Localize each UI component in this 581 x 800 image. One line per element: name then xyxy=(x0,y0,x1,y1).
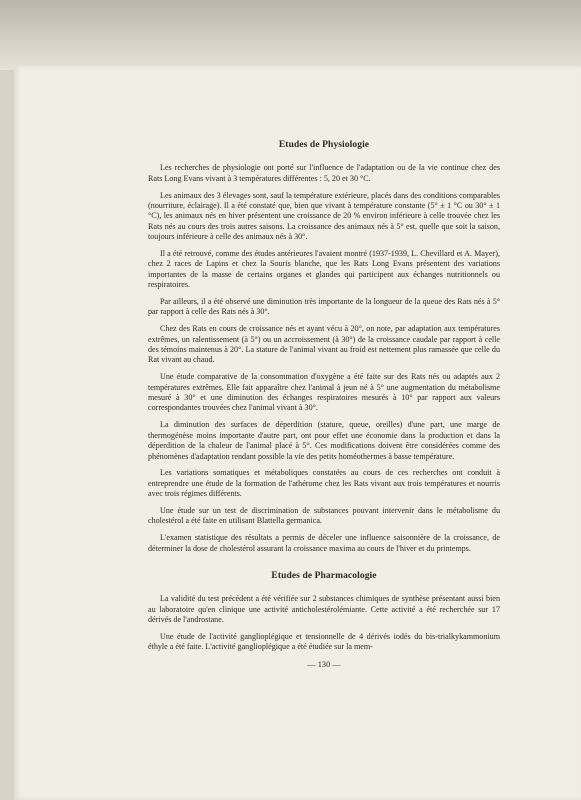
paragraph: Une étude comparative de la consommation d'oxygène a été faite sur des Rats nés ou adaptés aux 2 températures extrêmes. Elle fait apparaître chez l'animal à jeun né à 5° une augmentation du métabolisme mesuré à 30° et une diminution des échanges respiratoires mesurés à 10° par rapport aux valeurs correspondantes trouvées chez l'animal vivant à 30°. xyxy=(148,372,500,413)
paragraph: Une étude sur un test de discrimination de substances pouvant intervenir dans le métabolisme du cholestérol a été faite en utilisant Blattella germanica. xyxy=(148,505,500,526)
section-title-pharmacologie: Etudes de Pharmacologie xyxy=(271,570,377,581)
paragraph: Chez des Rats en cours de croissance nés et ayant vécu à 20°, on note, par adaptation aux températures extrêmes, un ralentissement (à 5°) ou un accroissement (à 30°) de la croissance caudale par rapport à celle des témoins maintenus à 20°. La stature de l'animal vivant au froid est nettement plus ramassée que celle du Rat vivant au chaud. xyxy=(148,324,500,365)
page-content xyxy=(148,140,500,659)
paragraph: Il a été retrouvé, comme des études antérieures l'avaient montré (1937-1939, L. Chevillard et A. Mayer), chez 2 races de Lapins et chez la Souris blanche, que les Rats Long Evans présentent des variations importantes de la masse de certains organes et glandes qui participent aux échanges nutritionnels ou respiratoires. xyxy=(148,249,500,290)
paragraph: Une étude de l'activité ganglioplégique et tensionnelle de 4 dérivés iodés du bis-trialkykammonium éthyle a été faite. L'activité ganglioplégique a été étudiée sur la mem- xyxy=(148,631,500,652)
paragraph: La diminution des surfaces de déperdition (stature, queue, oreilles) d'une part, une marge de thermogénèse moins importante d'autre part, ont pour effet une économie dans la production et dans la déperdition de la chaleur de l'animal placé à 5°. Ces modifications doivent être considérées comme des phénomènes d'adaptation rendant possible la vie des petits homéothermes à basse température. xyxy=(148,420,500,461)
section-title-physiologie: Etudes de Physiologie xyxy=(278,140,370,150)
paragraph: Les animaux des 3 élevages sont, sauf la température extérieure, placés dans des conditions comparables (nourriture, éclairage). Il a été constaté que, bien que vivant à température constante (5° ± 1 °C ou 30° ± 1 °C), les animaux nés en hiver présentent une croissance de 20 % environ inférieure à celle trouvée chez les Rats nés au cours des trois autres saisons. La croissance des animaux nés à 5° est, quelle que soit la saison, toujours inférieure à celle des animaux nés à 30°. xyxy=(148,190,500,242)
page-number: — 130 — xyxy=(307,660,341,669)
paragraph: Les variations somatiques et métaboliques constatées au cours de ces recherches ont conduit à entreprendre une étude de la formation de l'athérome chez les Rats vivant aux trois températures et nourris avec trois régimes différents. xyxy=(148,468,500,499)
paragraph: L'examen statistique des résultats a permis de déceler une influence saisonnière de la croissance, de déterminer la dose de cholestérol assurant la croissance maxima au cours de l'hiver et du printemps. xyxy=(148,533,500,553)
paragraph: Les recherches de physiologie ont porté sur l'influence de l'adaptation ou de la vie continue chez des Rats Long Evans vivant à 3 températures différentes : 5, 20 et 30 °C. xyxy=(148,163,500,183)
paragraph: La validité du test précédent a été vérifiée sur 2 substances chimiques de synthèse présentant aussi bien au laboratoire qu'en clinique une activité anticholestérolémiante. Cette activité a été recherchée sur 17 dérivés de l'androstane. xyxy=(148,594,500,625)
paragraph: Par ailleurs, il a été observé une diminution très importante de la longueur de la queue des Rats nés à 5° par rapport à celle des Rats nés à 30°. xyxy=(148,297,500,317)
scan-background xyxy=(0,0,581,70)
